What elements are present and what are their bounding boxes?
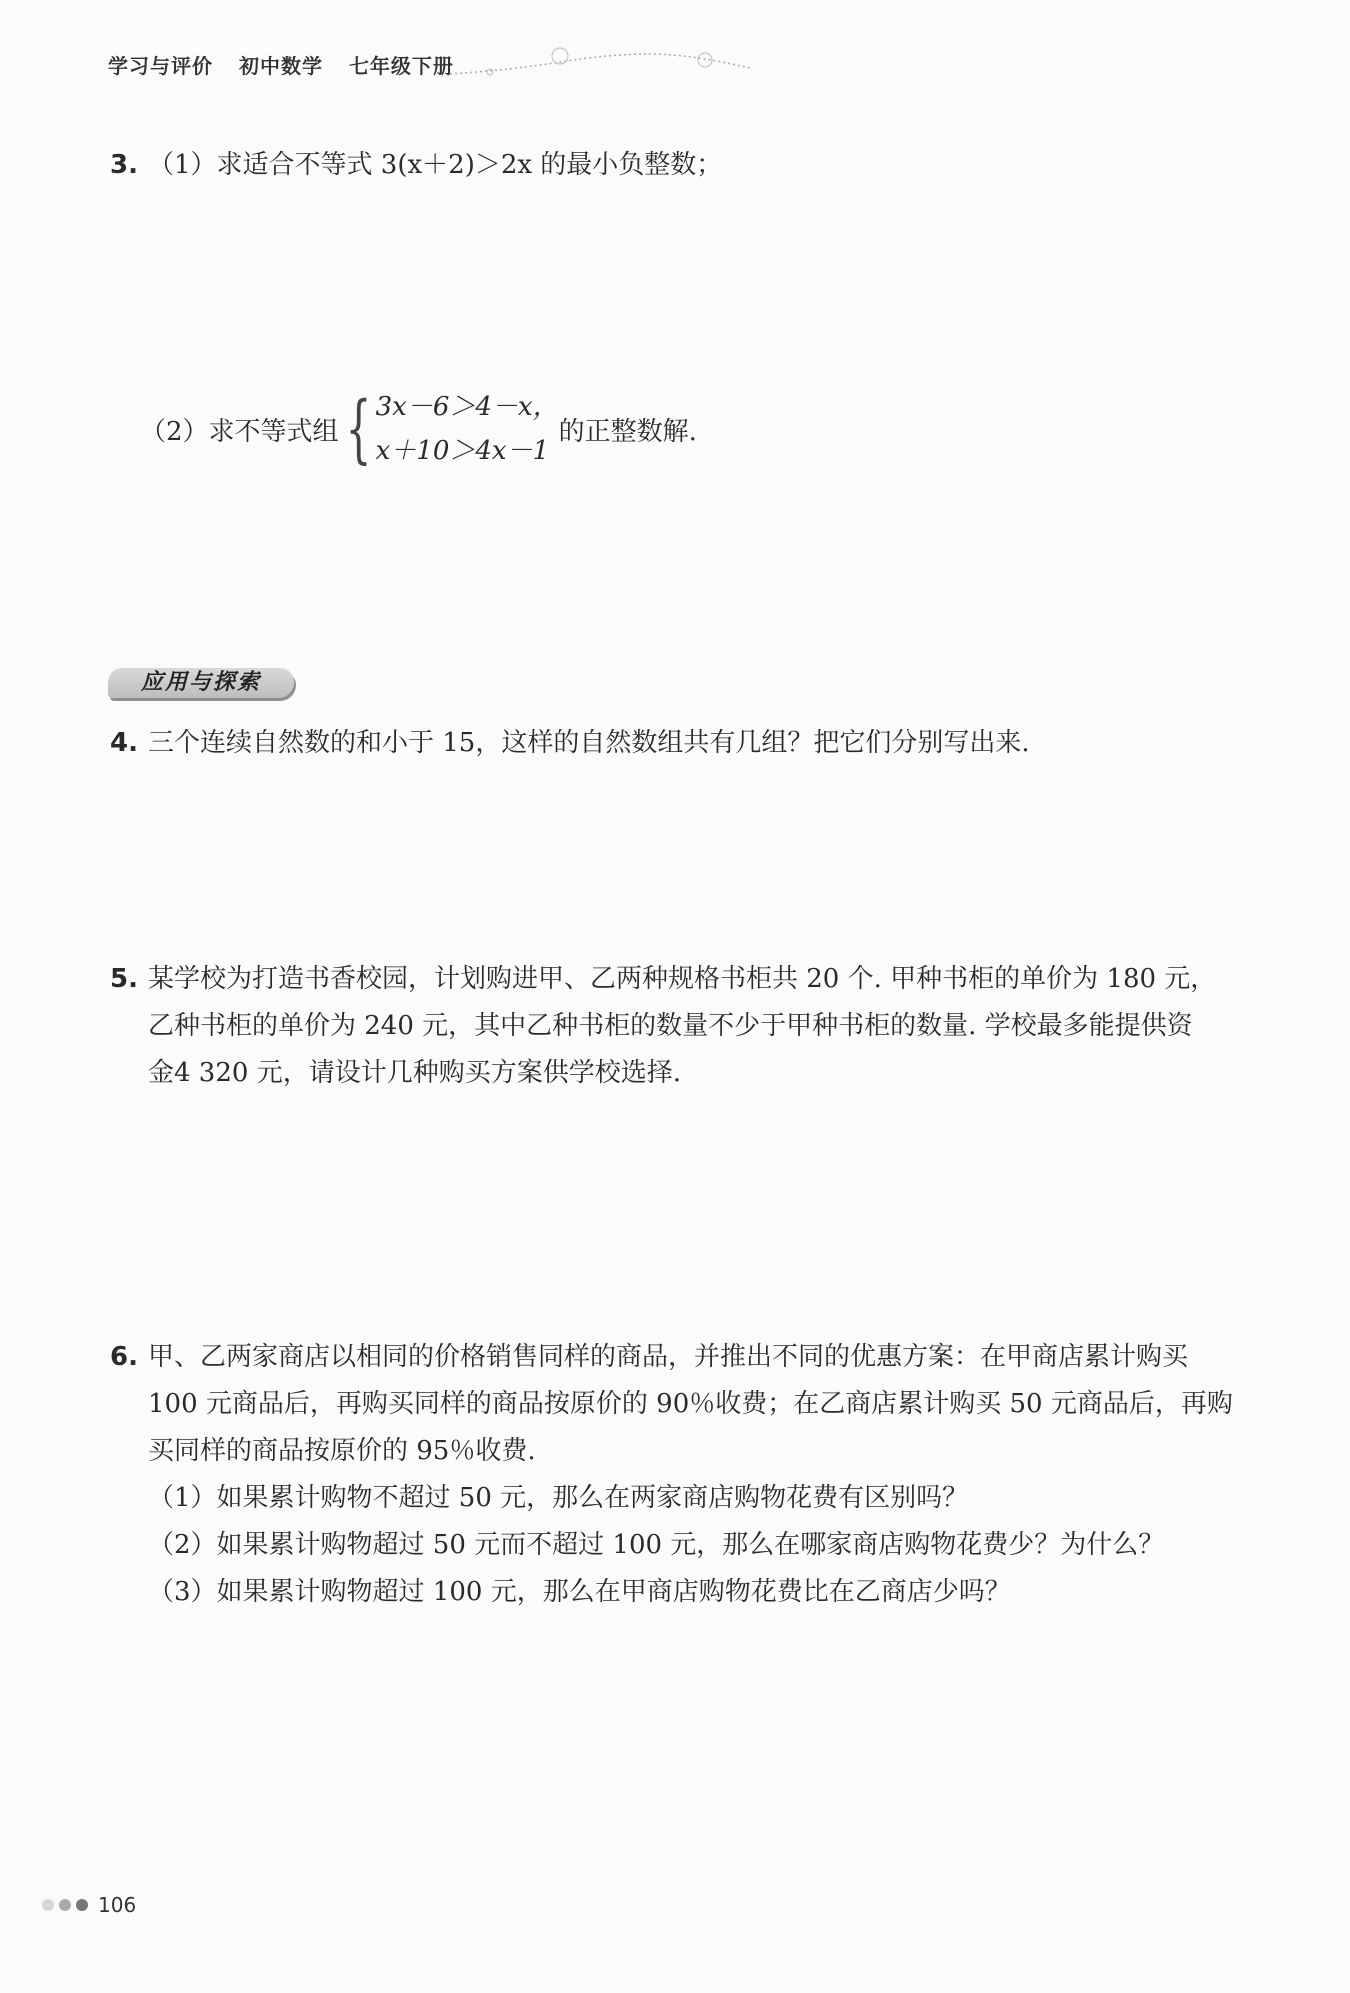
dot-icon	[76, 1899, 88, 1911]
problem-6-question-1: （1）如果累计购物不超过 50 元，那么在两家商店购物花费有区别吗？	[148, 1483, 969, 1513]
problem-6-line3: 买同样的商品按原价的 95％收费.	[148, 1436, 536, 1466]
problem-6-line1: 甲、乙两家商店以相同的价格销售同样的商品，并推出不同的优惠方案：在甲商店累计购买	[148, 1342, 1189, 1372]
problem-3-part2	[140, 385, 697, 473]
book-title: 学习与评价	[108, 54, 213, 78]
problem-3-part2-prefix: （2）求不等式组	[140, 416, 339, 447]
problem-4-text: 三个连续自然数的和小于 15，这样的自然数组共有几组？把它们分别写出来.	[148, 728, 1030, 758]
problem-6-number: 6.	[110, 1342, 138, 1372]
problem-4-number: 4.	[110, 728, 138, 758]
problem-5-line2: 乙种书柜的单价为 240 元，其中乙种书柜的数量不少于甲种书柜的数量. 学校最多能提供资	[148, 1011, 1193, 1041]
dot-icon	[42, 1899, 54, 1911]
subject-label: 初中数学	[238, 54, 323, 78]
problem-3-part1: （1）求适合不等式 3(x＋2)＞2x 的最小负整数；	[148, 150, 723, 180]
header-decoration	[450, 44, 750, 84]
problem-6-line2: 100 元商品后，再购买同样的商品按原价的 90％收费；在乙商店累计购买 50 元商品后，再购	[148, 1389, 1233, 1419]
problem-5	[110, 956, 1248, 1097]
inequality-system	[376, 385, 559, 473]
problem-6-question-2: （2）如果累计购物超过 50 元而不超过 100 元，那么在哪家商店购物花费少？为什么？	[148, 1530, 1165, 1560]
problem-5-line3: 金4 320 元，请设计几种购买方案供学校选择.	[148, 1058, 681, 1088]
inequality-line-2: x＋10＞4x－1	[375, 436, 550, 466]
problem-3-number: 3.	[110, 150, 138, 180]
problem-3	[110, 142, 723, 189]
inequality-line-1: 3x－6＞4－x，	[375, 392, 559, 422]
problem-6-question-3: （3）如果累计购物超过 100 元，那么在甲商店购物花费比在乙商店少吗？	[148, 1577, 1011, 1607]
problem-3-part2-suffix: 的正整数解.	[558, 416, 697, 447]
problem-5-line1: 某学校为打造书香校园，计划购进甲、乙两种规格书柜共 20 个. 甲种书柜的单价为 180 元，	[148, 964, 1217, 994]
brace-symbol: {	[345, 386, 372, 472]
running-header	[108, 50, 472, 79]
problem-6	[110, 1334, 1248, 1616]
dot-icon	[59, 1899, 71, 1911]
problem-5-number: 5.	[110, 964, 138, 994]
grade-label: 七年级下册	[348, 54, 454, 78]
problem-4	[110, 720, 1030, 767]
section-label: 应用与探索	[108, 668, 294, 698]
page-footer	[42, 1893, 136, 1917]
page-number: 106	[98, 1893, 137, 1917]
